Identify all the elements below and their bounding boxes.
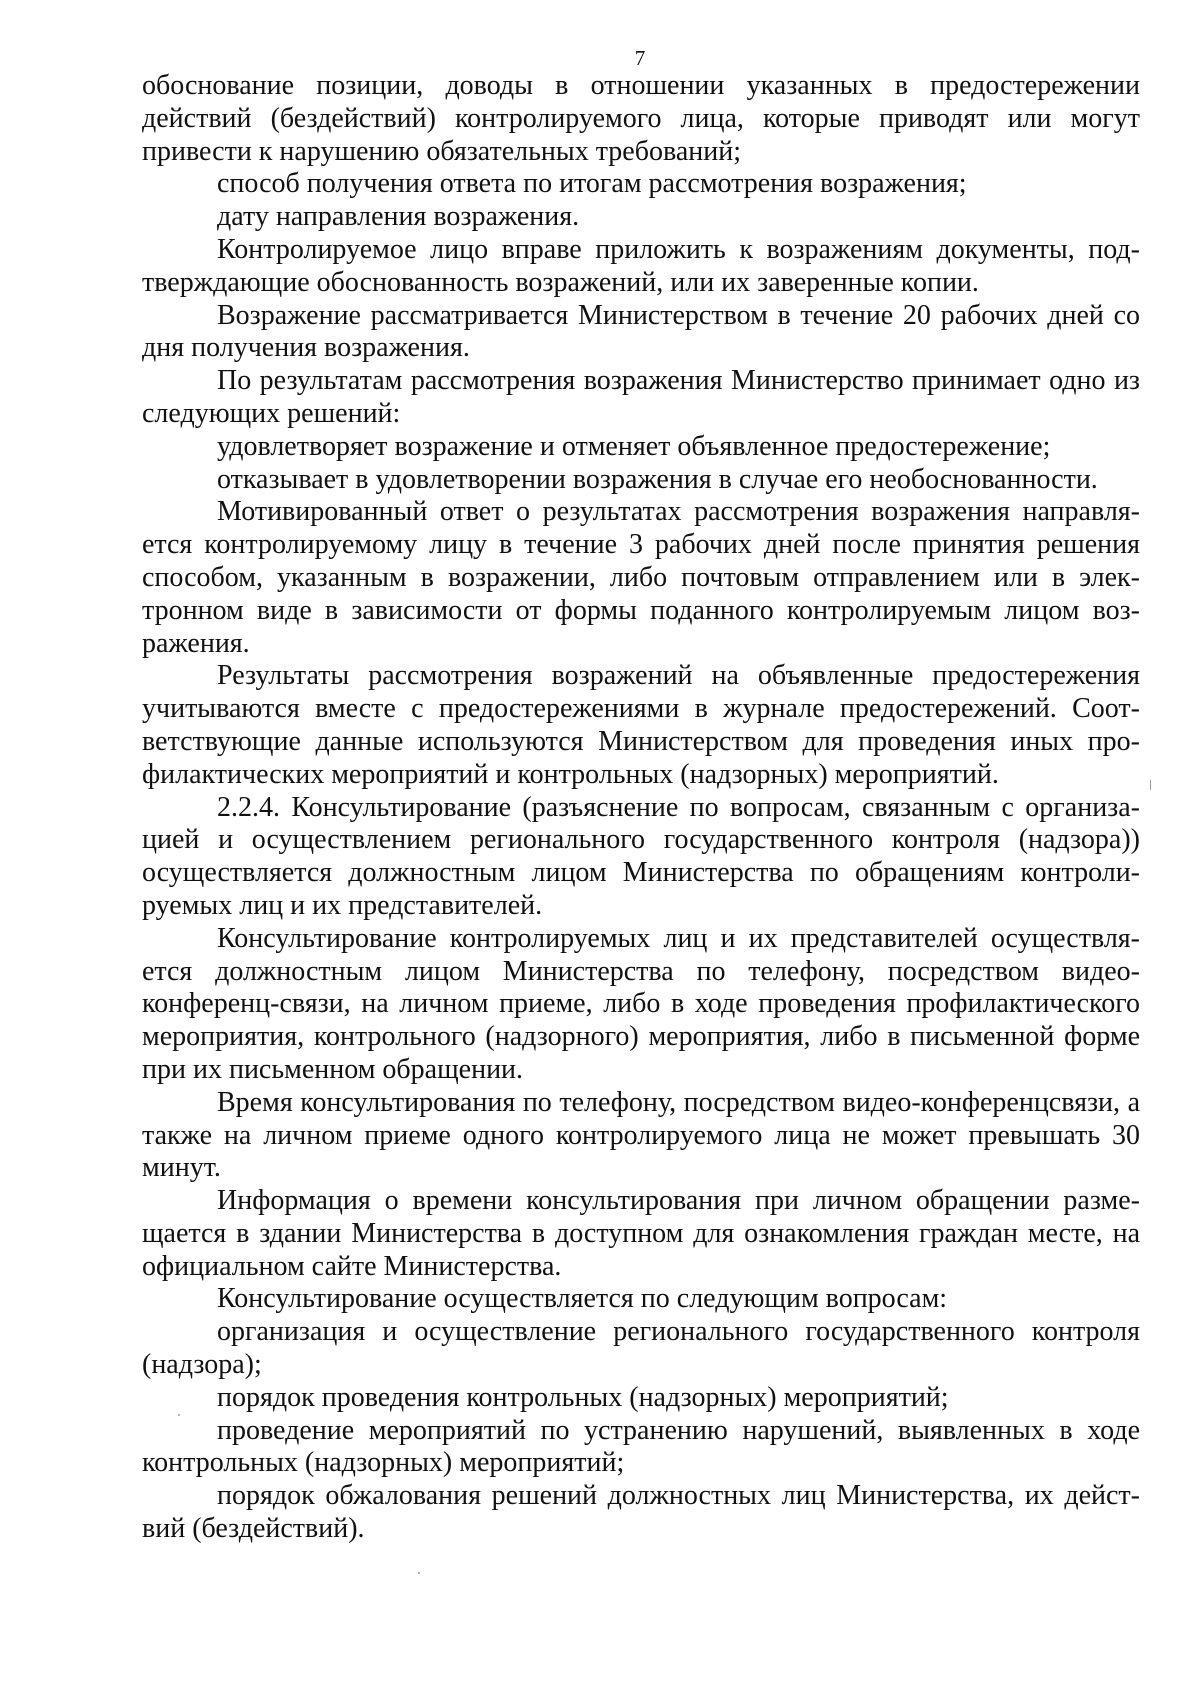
paragraph: организация и осуществление регионального государственного контроля (надзора); bbox=[142, 1316, 1140, 1381]
paragraph: удовлетворяет возражение и отменяет объявленное предостережение; bbox=[217, 430, 1051, 462]
paragraph: обоснование позиции, доводы в отношении указанных в предостережении действий (бездействий) контролируемого лица, которые приводят или могут привести к нарушению обязательных требований; bbox=[142, 70, 1140, 167]
paragraph: Результаты рассмотрения возражений на объявленные предостережения учитываются вместе с предостережениями в журнале предостережений. Соответствующие данные используются Министерством для проведения иных профилактических мероприятий и контрольных (надзорных) мероприятий. bbox=[142, 660, 1140, 790]
document-body bbox=[142, 70, 1140, 1546]
page-number: 7 bbox=[634, 46, 646, 70]
paragraph: порядок обжалования решений должностных лиц Министерства, их действий (бездействий). bbox=[142, 1480, 1140, 1545]
paragraph: Консультирование осуществляется по следующим вопросам: bbox=[217, 1283, 948, 1315]
scan-speck bbox=[418, 1572, 420, 1574]
paragraph: Время консультирования по телефону, посредством видео-конференцсвязи, а также на личном приеме одного контролируемого лица не может превышать 30 минут. bbox=[142, 1086, 1140, 1184]
paragraph: способ получения ответа по итогам рассмотрения возражения; bbox=[217, 168, 967, 200]
paragraph: Возражение рассматривается Министерством в течение 20 рабочих дней со дня получения возражения. bbox=[142, 299, 1140, 364]
scan-speck bbox=[178, 1414, 180, 1416]
paragraph: проведение мероприятий по устранению нарушений, выявленных в ходе контрольных (надзорных) мероприятий; bbox=[142, 1414, 1140, 1479]
paragraph: Консультирование контролируемых лиц и их представителей осуществляется должностным лицом Министерства по телефону, посредством видеоконференц-связи, на личном приеме, либо в ходе проведения профилактического мероприятия, контрольного (надзорного) мероприятия, либо в письменной форме при их письменном обращении. bbox=[142, 922, 1140, 1085]
scan-speck bbox=[1150, 780, 1151, 790]
paragraph: отказывает в удовлетворении возражения в случае его необоснованности. bbox=[217, 463, 1098, 495]
paragraph: Информация о времени консультирования при личном обращении размещается в здании Министерства в доступном для ознакомления граждан месте, на официальном сайте Министерства. bbox=[142, 1185, 1140, 1282]
paragraph: Контролируемое лицо вправе приложить к возражениям документы, подтверждающие обоснованность возражений, или их заверенные копии. bbox=[142, 233, 1140, 298]
paragraph: порядок проведения контрольных (надзорных) мероприятий; bbox=[217, 1381, 949, 1413]
paragraph: По результатам рассмотрения возражения Министерство принимает одно из следующих решений: bbox=[142, 365, 1140, 429]
paragraph: дату направления возражения. bbox=[217, 201, 580, 233]
paragraph: Мотивированный ответ о результатах рассмотрения возражения направляется контролируемому лицу в течение 3 рабочих дней после принятия решения способом, указанным в возражении, либо почтовым отправлением или в электронном виде в зависимости от формы поданного контролируемым лицом возражения. bbox=[142, 496, 1140, 659]
paragraph: 2.2.4. Консультирование (разъяснение по вопросам, связанным с организацией и осуществлением регионального государственного контроля (надзора)) осуществляется должностным лицом Министерства по обращениям контролируемых лиц и их представителей. bbox=[142, 791, 1140, 921]
